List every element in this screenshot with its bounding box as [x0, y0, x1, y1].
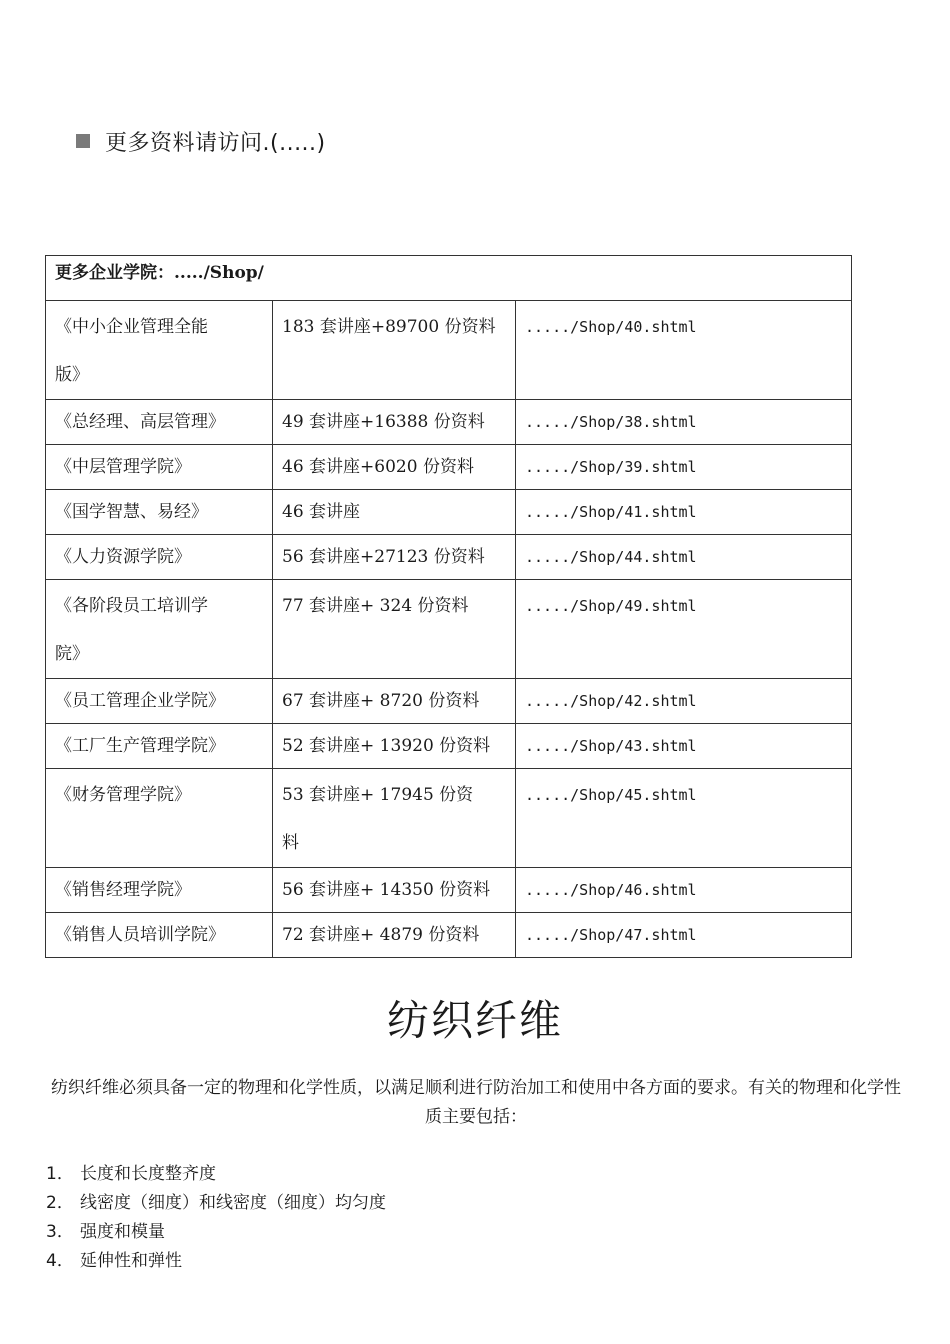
table-row [46, 301, 852, 400]
course-name-line: 《工厂生产管理学院》 [55, 736, 225, 756]
table-row [46, 868, 852, 913]
course-url-link[interactable]: ...../Shop/41.shtml [516, 490, 852, 535]
list-item-number: 3． [46, 1222, 74, 1242]
course-name-line: 《销售人员培训学院》 [55, 925, 225, 945]
list-item-text: 长度和长度整齐度 [80, 1164, 216, 1184]
course-name-cell [46, 490, 273, 535]
course-name-cell [46, 769, 273, 868]
course-name-line: 《销售经理学院》 [55, 880, 191, 900]
course-catalog-table [45, 255, 852, 958]
course-name-cell [46, 724, 273, 769]
table-row [46, 400, 852, 445]
course-content-cell [273, 301, 516, 400]
course-name-line: 《中小企业管理全能 [55, 317, 208, 337]
course-content-line: 49 套讲座+16388 份资料 [282, 412, 485, 432]
course-name-line: 《人力资源学院》 [55, 547, 191, 567]
table-row [46, 769, 852, 868]
square-bullet-icon [76, 134, 90, 148]
course-content-line: 72 套讲座+ 4879 份资料 [282, 925, 480, 945]
more-resources-line [76, 124, 326, 158]
course-content-cell [273, 490, 516, 535]
table-row [46, 679, 852, 724]
list-item-text: 强度和模量 [80, 1222, 165, 1242]
course-url-link[interactable]: ...../Shop/39.shtml [516, 445, 852, 490]
course-name-line: 《中层管理学院》 [55, 457, 191, 477]
course-content-cell [273, 724, 516, 769]
catalog-header-row [46, 256, 852, 301]
course-content-cell [273, 400, 516, 445]
document-title: 纺织纤维 [386, 996, 563, 1045]
course-name-cell [46, 301, 273, 400]
course-content-cell [273, 868, 516, 913]
course-content-cell [273, 913, 516, 958]
course-name-cell [46, 535, 273, 580]
course-content-line: 183 套讲座+89700 份资料 [282, 317, 496, 337]
course-name-cell [46, 400, 273, 445]
course-url-link[interactable]: ...../Shop/38.shtml [516, 400, 852, 445]
table-row [46, 490, 852, 535]
course-url-link[interactable]: ...../Shop/44.shtml [516, 535, 852, 580]
table-row [46, 445, 852, 490]
course-url-link[interactable]: ...../Shop/43.shtml [516, 724, 852, 769]
course-name-cell [46, 445, 273, 490]
course-name-line: 《财务管理学院》 [55, 785, 191, 805]
table-row [46, 913, 852, 958]
course-content-line: 56 套讲座+27123 份资料 [282, 547, 485, 567]
list-item [46, 1189, 386, 1218]
list-item-number: 4． [46, 1251, 74, 1271]
catalog-header: 更多企业学院：...../Shop/ [46, 256, 852, 301]
course-url-link[interactable]: ...../Shop/47.shtml [516, 913, 852, 958]
list-item [46, 1160, 386, 1189]
course-content-line: 46 套讲座 [282, 502, 361, 522]
table-row [46, 535, 852, 580]
course-name-line: 《员工管理企业学院》 [55, 691, 225, 711]
intro-paragraph: 纺织纤维必须具备一定的物理和化学性质，以满足顺利进行防治加工和使用中各方面的要求。有关的物理和化学性质主要包括： [51, 1078, 901, 1127]
course-url-link[interactable]: ...../Shop/42.shtml [516, 679, 852, 724]
course-url-link[interactable]: ...../Shop/49.shtml [516, 580, 852, 679]
list-item [46, 1218, 386, 1247]
course-name-line: 院》 [55, 644, 89, 664]
course-content-line: 67 套讲座+ 8720 份资料 [282, 691, 480, 711]
list-item-text: 延伸性和弹性 [80, 1251, 182, 1271]
course-content-cell [273, 445, 516, 490]
list-item [46, 1247, 386, 1276]
course-content-cell [273, 769, 516, 868]
course-name-line: 《国学智慧、易经》 [55, 502, 208, 522]
property-list [46, 1160, 386, 1276]
course-content-line: 52 套讲座+ 13920 份资料 [282, 736, 491, 756]
course-name-cell [46, 679, 273, 724]
course-name-line: 《各阶段员工培训学 [55, 596, 208, 616]
table-row [46, 724, 852, 769]
course-name-cell [46, 580, 273, 679]
course-url-link[interactable]: ...../Shop/45.shtml [516, 769, 852, 868]
more-resources-link[interactable]: 更多资料请访问.(.....) [105, 130, 326, 156]
course-name-line: 版》 [55, 365, 89, 385]
course-content-line: 77 套讲座+ 324 份资料 [282, 596, 469, 616]
course-content-line: 53 套讲座+ 17945 份资 [282, 785, 474, 805]
table-row [46, 580, 852, 679]
course-name-line: 《总经理、高层管理》 [55, 412, 225, 432]
course-url-link[interactable]: ...../Shop/40.shtml [516, 301, 852, 400]
list-item-text: 线密度（细度）和线密度（细度）均匀度 [80, 1193, 386, 1213]
course-content-line: 56 套讲座+ 14350 份资料 [282, 880, 491, 900]
course-content-line: 料 [282, 833, 299, 853]
course-content-line: 46 套讲座+6020 份资料 [282, 457, 474, 477]
course-name-cell [46, 868, 273, 913]
list-item-number: 1． [46, 1164, 74, 1184]
course-content-cell [273, 535, 516, 580]
course-content-cell [273, 580, 516, 679]
course-url-link[interactable]: ...../Shop/46.shtml [516, 868, 852, 913]
course-content-cell [273, 679, 516, 724]
course-name-cell [46, 913, 273, 958]
list-item-number: 2． [46, 1193, 74, 1213]
